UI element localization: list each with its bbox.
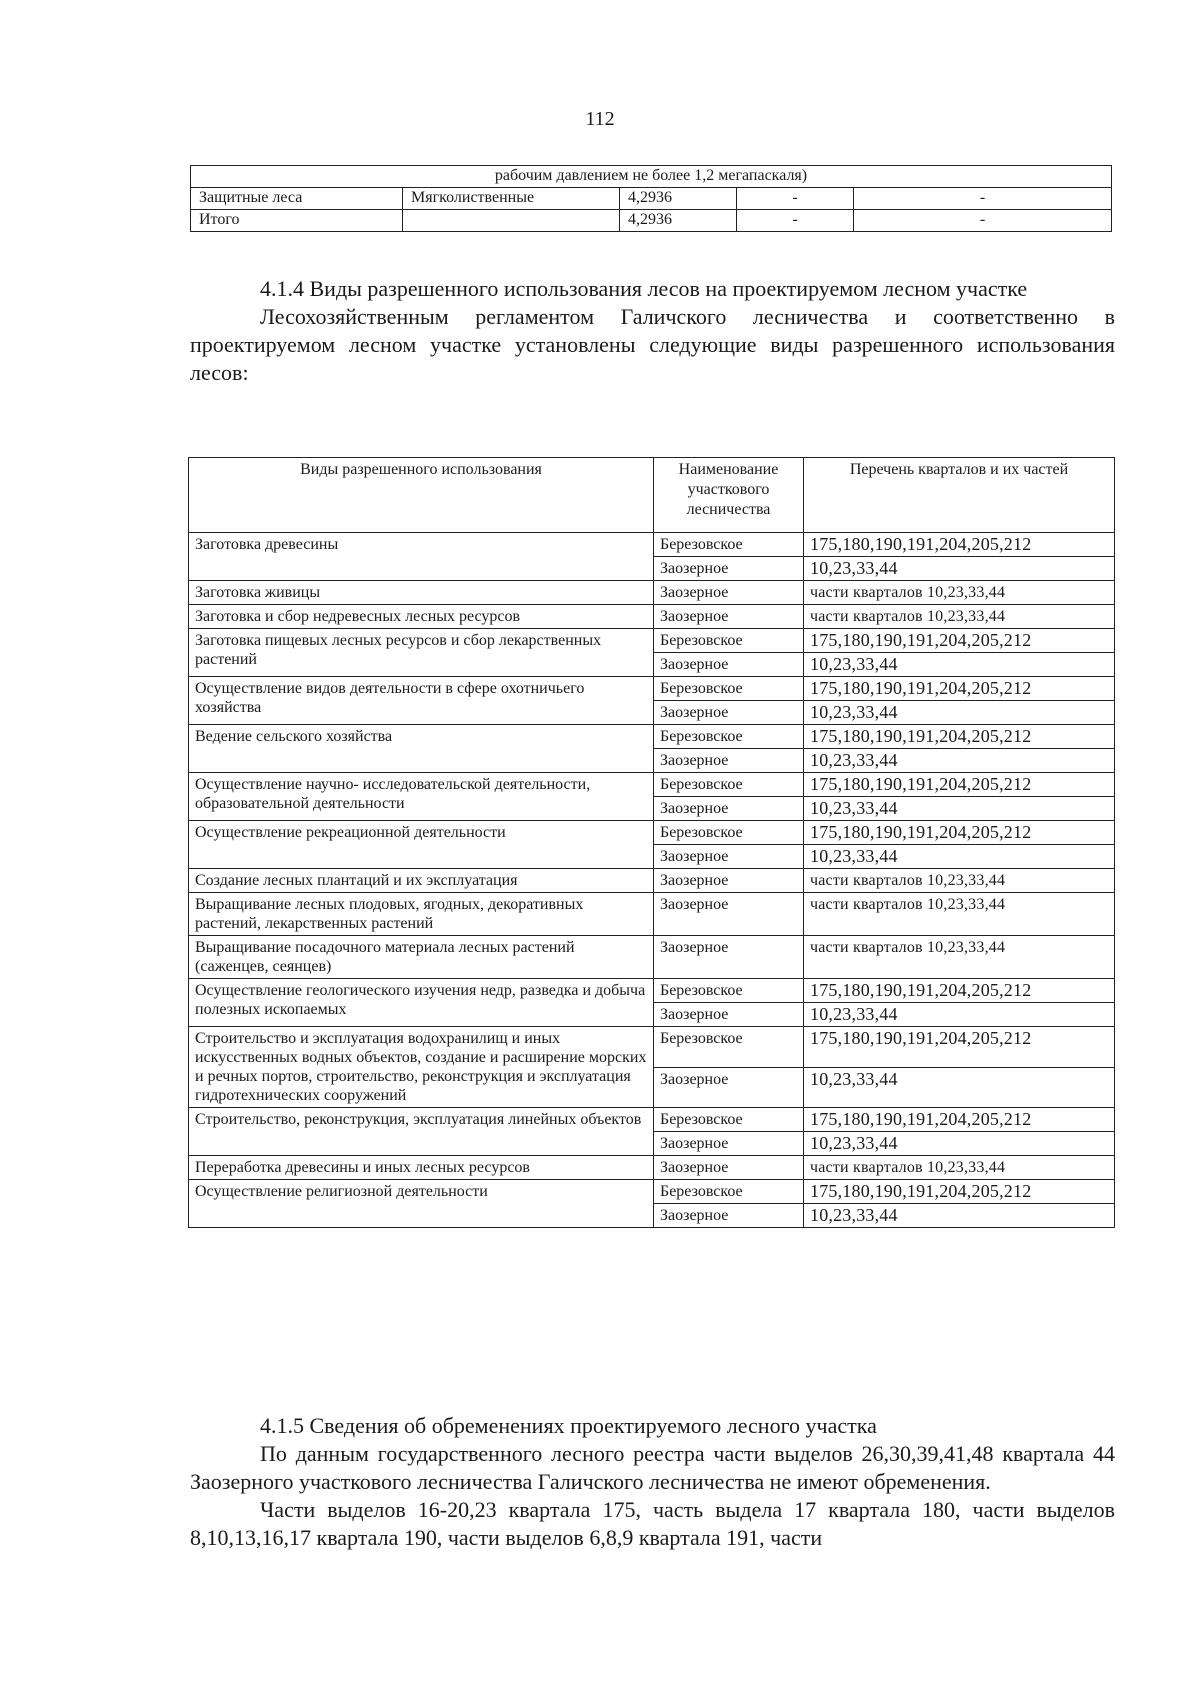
quarters-cell: части кварталов 10,23,33,44	[804, 581, 1115, 605]
quarters-cell: части кварталов 10,23,33,44	[804, 936, 1115, 979]
use-type-cell: Осуществление научно- исследовательской деятельности, образовательной деятельности	[189, 773, 654, 821]
quarters-cell: 10,23,33,44	[804, 701, 1115, 725]
use-type-cell: Строительство, реконструкция, эксплуатация линейных объектов	[189, 1108, 654, 1156]
use-type-cell: Заготовка живицы	[189, 581, 654, 605]
table-cell: -	[854, 188, 1112, 210]
quarters-cell: 10,23,33,44	[804, 653, 1115, 677]
forestry-cell: Заозерное	[654, 1003, 804, 1027]
forestry-cell: Березовское	[654, 725, 804, 749]
header-use-type: Виды разрешенного использования	[189, 458, 654, 533]
use-type-cell: Создание лесных плантаций и их эксплуатация	[189, 869, 654, 893]
table-cell: -	[737, 188, 854, 210]
quarters-cell: 10,23,33,44	[804, 1132, 1115, 1156]
section-heading: 4.1.4 Виды разрешенного использования лесов на проектируемом лесном участке	[260, 276, 1028, 301]
table-cell: Мягколиственные	[403, 188, 620, 210]
use-type-cell: Осуществление видов деятельности в сфере охотничьего хозяйства	[189, 677, 654, 725]
forestry-cell: Заозерное	[654, 1132, 804, 1156]
quarters-cell: 175,180,190,191,204,205,212	[804, 677, 1115, 701]
section-4-1-5	[190, 1412, 1115, 1552]
quarters-cell: 10,23,33,44	[804, 845, 1115, 869]
forestry-cell: Заозерное	[654, 581, 804, 605]
use-type-cell: Осуществление геологического изучения недр, разведка и добыча полезных ископаемых	[189, 979, 654, 1027]
table-row	[189, 821, 1115, 845]
table-cell	[403, 210, 620, 232]
table-row	[189, 533, 1115, 557]
table-cell: -	[737, 210, 854, 232]
table-row	[189, 725, 1115, 749]
table-row	[191, 188, 1112, 210]
quarters-cell: 175,180,190,191,204,205,212	[804, 1180, 1115, 1204]
table-row	[189, 1108, 1115, 1132]
forestry-cell: Березовское	[654, 821, 804, 845]
table-row	[189, 1156, 1115, 1180]
header-quarters: Перечень кварталов и их частей	[804, 458, 1115, 533]
quarters-cell: 10,23,33,44	[804, 1067, 1115, 1108]
quarters-cell: 10,23,33,44	[804, 749, 1115, 773]
table-row	[189, 979, 1115, 1003]
forestry-cell: Заозерное	[654, 605, 804, 629]
forestry-cell: Заозерное	[654, 936, 804, 979]
use-type-cell: Выращивание посадочного материала лесных растений (саженцев, сеянцев)	[189, 936, 654, 979]
section-paragraph: По данным государственного лесного реестра части выделов 26,30,39,41,48 квартала 44 Заозерного участкового лесничества Галичского лесничества не имеют обременения.	[190, 1441, 1115, 1494]
table-row	[189, 1027, 1115, 1068]
use-type-cell: Заготовка и сбор недревесных лесных ресурсов	[189, 605, 654, 629]
table-row	[189, 605, 1115, 629]
quarters-cell: 10,23,33,44	[804, 1204, 1115, 1228]
table-cell: -	[854, 210, 1112, 232]
forestry-cell: Березовское	[654, 533, 804, 557]
table-cell: рабочим давлением не более 1,2 мегапаскаля)	[191, 166, 1112, 188]
forestry-cell: Заозерное	[654, 1204, 804, 1228]
forestry-cell: Заозерное	[654, 845, 804, 869]
use-type-cell: Строительство и эксплуатация водохранилищ и иных искусственных водных объектов, создание и расширение морских и речных портов, строительство, реконструкция и эксплуатация гидротехнических сооружений	[189, 1027, 654, 1108]
table-row	[191, 210, 1112, 232]
use-type-cell: Осуществление религиозной деятельности	[189, 1180, 654, 1228]
permitted-uses-table	[188, 457, 1115, 1228]
quarters-cell: 10,23,33,44	[804, 1003, 1115, 1027]
table-row	[189, 1180, 1115, 1204]
quarters-cell: 175,180,190,191,204,205,212	[804, 1027, 1115, 1068]
use-type-cell: Заготовка пищевых лесных ресурсов и сбор лекарственных растений	[189, 629, 654, 677]
forestry-cell: Заозерное	[654, 749, 804, 773]
forestry-cell: Заозерное	[654, 1067, 804, 1108]
table-row	[189, 629, 1115, 653]
section-paragraph: Части выделов 16-20,23 квартала 175, часть выдела 17 квартала 180, части выделов 8,10,13,16,17 квартала 190, части выделов 6,8,9 квартала 191, части	[190, 1497, 1115, 1550]
quarters-cell: части кварталов 10,23,33,44	[804, 1156, 1115, 1180]
table-cell: 4,2936	[620, 210, 737, 232]
use-type-cell: Заготовка древесины	[189, 533, 654, 581]
quarters-cell: 10,23,33,44	[804, 557, 1115, 581]
table-row	[189, 773, 1115, 797]
quarters-cell: части кварталов 10,23,33,44	[804, 869, 1115, 893]
table-row	[189, 893, 1115, 936]
quarters-cell: 175,180,190,191,204,205,212	[804, 725, 1115, 749]
page-number: 112	[585, 108, 615, 130]
table-cell: Защитные леса	[191, 188, 403, 210]
table-row	[189, 677, 1115, 701]
forestry-cell: Заозерное	[654, 797, 804, 821]
table-header-row	[189, 458, 1115, 533]
forestry-cell: Березовское	[654, 1108, 804, 1132]
forestry-cell: Заозерное	[654, 893, 804, 936]
forestry-cell: Березовское	[654, 1180, 804, 1204]
table-row	[189, 869, 1115, 893]
use-type-cell: Переработка древесины и иных лесных ресурсов	[189, 1156, 654, 1180]
table-row	[191, 166, 1112, 188]
forestry-cell: Заозерное	[654, 1156, 804, 1180]
top-table	[190, 165, 1112, 232]
quarters-cell: 175,180,190,191,204,205,212	[804, 629, 1115, 653]
header-forestry: Наименование участкового лесничества	[654, 458, 804, 533]
forestry-cell: Заозерное	[654, 557, 804, 581]
table-cell: 4,2936	[620, 188, 737, 210]
quarters-cell: 175,180,190,191,204,205,212	[804, 979, 1115, 1003]
section-heading: 4.1.5 Сведения об обременениях проектируемого лесного участка	[260, 1413, 877, 1438]
quarters-cell: 10,23,33,44	[804, 797, 1115, 821]
forestry-cell: Березовское	[654, 773, 804, 797]
quarters-cell: 175,180,190,191,204,205,212	[804, 533, 1115, 557]
table-row	[189, 936, 1115, 979]
forestry-cell: Березовское	[654, 1027, 804, 1068]
table-cell: Итого	[191, 210, 403, 232]
quarters-cell: 175,180,190,191,204,205,212	[804, 773, 1115, 797]
forestry-cell: Заозерное	[654, 869, 804, 893]
use-type-cell: Ведение сельского хозяйства	[189, 725, 654, 773]
section-4-1-4	[190, 275, 1115, 387]
quarters-cell: части кварталов 10,23,33,44	[804, 605, 1115, 629]
use-type-cell: Осуществление рекреационной деятельности	[189, 821, 654, 869]
forestry-cell: Заозерное	[654, 701, 804, 725]
quarters-cell: 175,180,190,191,204,205,212	[804, 1108, 1115, 1132]
quarters-cell: части кварталов 10,23,33,44	[804, 893, 1115, 936]
section-paragraph: Лесохозяйственным регламентом Галичского лесничества и соответственно в проектируемом лесном участке установлены следующие виды разрешенного использования лесов:	[190, 304, 1115, 385]
forestry-cell: Заозерное	[654, 653, 804, 677]
quarters-cell: 175,180,190,191,204,205,212	[804, 821, 1115, 845]
forestry-cell: Березовское	[654, 629, 804, 653]
forestry-cell: Березовское	[654, 979, 804, 1003]
use-type-cell: Выращивание лесных плодовых, ягодных, декоративных растений, лекарственных растений	[189, 893, 654, 936]
table-row	[189, 581, 1115, 605]
forestry-cell: Березовское	[654, 677, 804, 701]
